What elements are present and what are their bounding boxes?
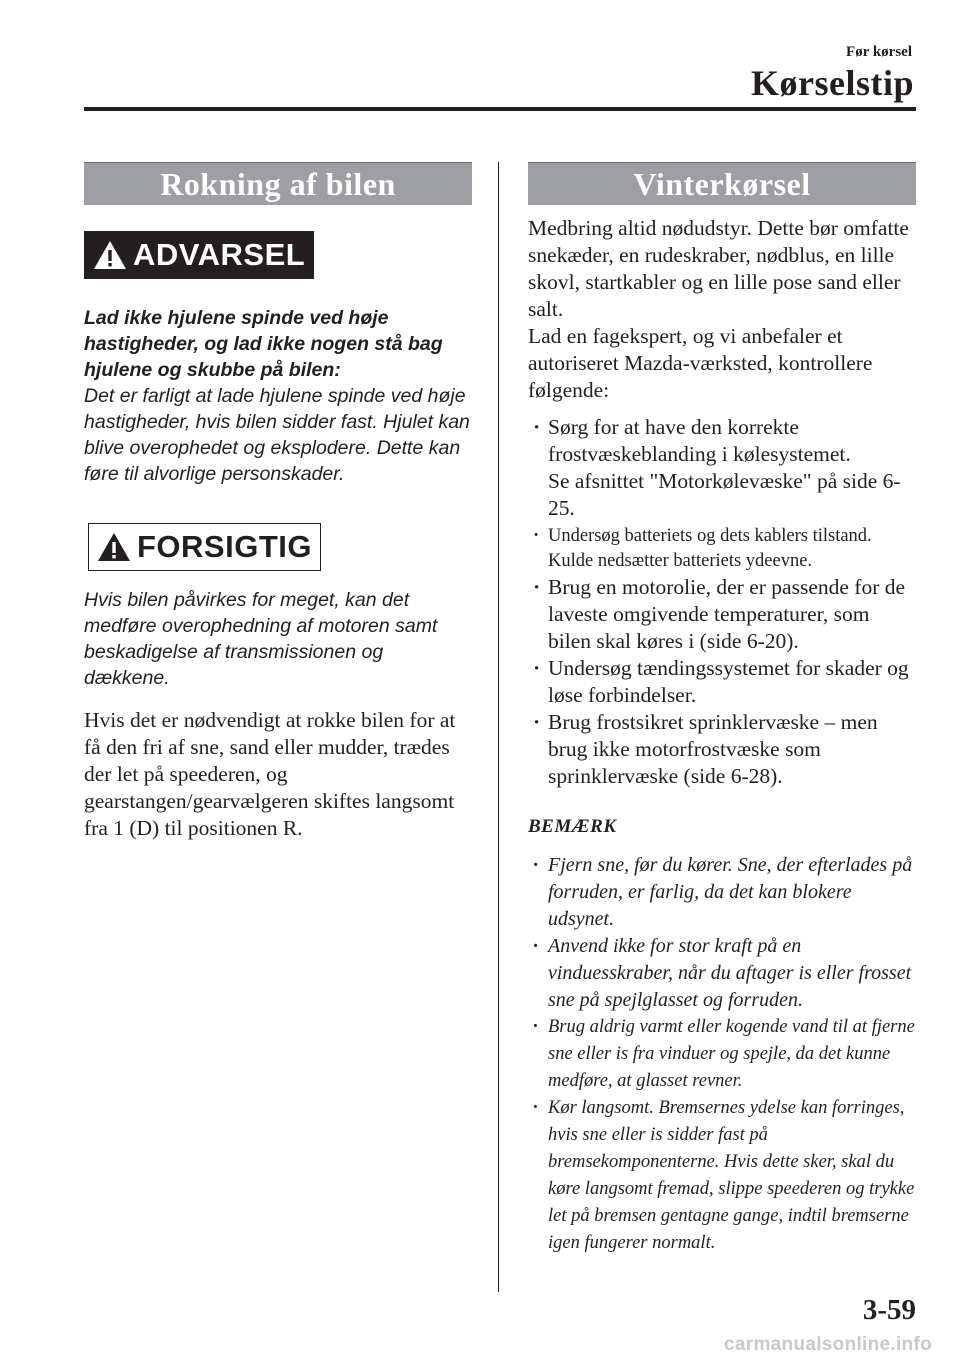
warning-label-box — [84, 231, 314, 279]
list-item — [528, 709, 916, 790]
warning-label: ADVARSEL — [133, 237, 306, 272]
warning-block — [84, 231, 472, 487]
left-section-title: Rokning af bilen — [84, 162, 472, 205]
list-item — [528, 524, 916, 574]
list-item-text: Brug aldrig varmt eller kogende vand til at fjerne sne eller is fra vinduer og spejle, da det kunne medføre, at glasset revner. — [548, 1017, 915, 1091]
chapter-title: Kørselstip — [751, 63, 914, 103]
warning-body-text: Det er farligt at lade hjulene spinde ved høje hastigheder, hvis bilen sidder fast. Hjulet kan blive overophedet og eksplodere. Dette kan føre til alvorlige personskader. — [84, 385, 470, 485]
list-item — [528, 933, 916, 1014]
note-title: BEMÆRK — [528, 816, 617, 837]
list-item-text: Anvend ikke for stor kraft på en vinduesskraber, når du aftager is eller frosset sne på spejlglasset og forruden. — [548, 935, 912, 1011]
caution-text: Hvis bilen påvirkes for meget, kan det medføre overophedning af motoren samt beskadigelse af transmissionen og dækkene. — [84, 589, 438, 689]
warning-text — [84, 305, 472, 487]
list-item — [528, 655, 916, 709]
column-divider — [498, 162, 499, 1292]
list-item-text: Fjern sne, før du kører. Sne, der efterlades på forruden, er farlig, da det kan blokere udsynet. — [548, 854, 913, 930]
caution-label: FORSIGTIG — [137, 529, 312, 564]
list-item-text: Sørg for at have den korrekte frostvæskeblanding i kølesystemet. — [548, 415, 851, 466]
list-item-text: Undersøg batteriets og dets kablers tilstand. Kulde nedsætter batteriets ydeevne. — [548, 526, 872, 571]
section-label: Før kørsel — [846, 44, 912, 60]
note-list — [528, 852, 916, 1257]
right-column — [528, 162, 916, 1257]
winter-checklist — [528, 414, 916, 790]
left-column — [84, 162, 472, 842]
caution-block — [84, 523, 472, 691]
list-item — [528, 574, 916, 655]
warning-icon — [93, 239, 127, 271]
winter-intro: Medbring altid nødudstyr. Dette bør omfatte snekæder, en rudeskraber, nødblus, en lille skovl, startkabler og en lille pose sand eller salt. — [528, 216, 909, 321]
warning-bold-text: Lad ikke hjulene spinde ved høje hastigheder, og lad ikke nogen stå bag hjulene og skubbe på bilen: — [84, 307, 443, 381]
caution-icon — [97, 531, 131, 563]
winter-check-intro: Lad en fagekspert, og vi anbefaler et autoriseret Mazda-værksted, kontrollere følgende: — [528, 324, 873, 402]
rocking-instructions: Hvis det er nødvendigt at rokke bilen for at få den fri af sne, sand eller mudder, trædes der let på speederen, og gearstangen/gearvælgeren skiftes langsomt fra 1 (D) til positionen R. — [84, 708, 456, 840]
list-item — [528, 414, 916, 522]
right-section-title: Vinterkørsel — [528, 162, 916, 205]
caution-label-box — [88, 523, 321, 571]
list-item-text: Undersøg tændingssystemet for skader og løse forbindelser. — [548, 656, 909, 707]
list-item-text: Brug en motorolie, der er passende for de laveste omgivende temperaturer, som bilen skal køres i (side 6-20). — [548, 575, 906, 653]
watermark: carmanualsonline.info — [724, 1334, 932, 1355]
list-item — [528, 852, 916, 933]
header-rule — [84, 107, 916, 111]
list-item-text: Kør langsomt. Bremsernes ydelse kan forringes, hvis sne eller is sidder fast på bremsekomponenterne. Hvis dette sker, skal du køre langsomt fremad, slippe speederen og trykke let på bremsen gentagne gange, indtil bremserne igen fungerer normalt. — [548, 1098, 915, 1253]
list-item-reference: Se afsnittet "Motorkølevæske" på side 6-25. — [548, 469, 901, 520]
list-item — [528, 1095, 916, 1257]
page-number: 3-59 — [862, 1294, 916, 1326]
list-item-text: Brug frostsikret sprinklervæske – men brug ikke motorfrostvæske som sprinklervæske (side 6-28). — [548, 710, 878, 788]
list-item — [528, 1014, 916, 1095]
